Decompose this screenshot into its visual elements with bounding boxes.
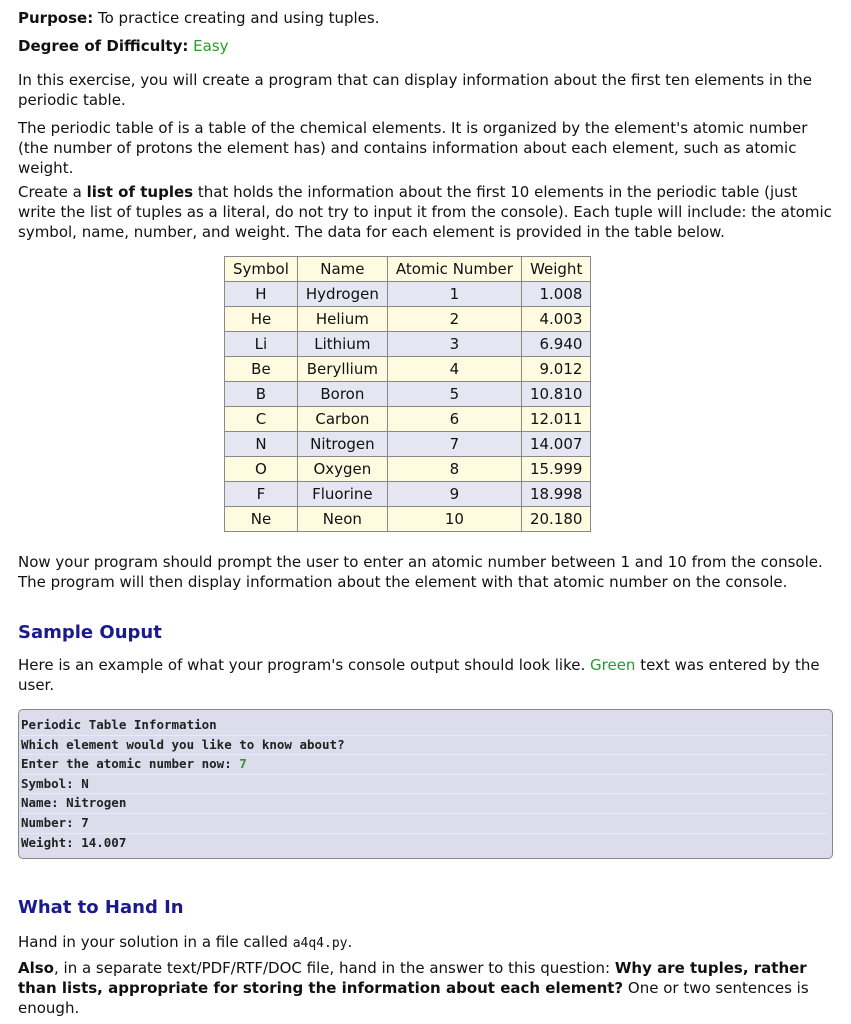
table-cell: 14.007 — [521, 432, 591, 457]
table-row — [225, 357, 591, 382]
table-row — [225, 432, 591, 457]
table-cell: 1.008 — [521, 282, 591, 307]
user-input: 7 — [239, 756, 247, 772]
table-cell: Li — [225, 332, 298, 357]
sample-output-heading: Sample Ouput — [18, 622, 162, 643]
column-header: Name — [297, 257, 387, 282]
table-cell: He — [225, 307, 298, 332]
prompt-instructions: Now your program should prompt the user to enter an atomic number between 1 and 10 from the console. The program will then display information about the element with that atomic number on the console. — [18, 553, 823, 591]
table-cell: C — [225, 407, 298, 432]
purpose: Purpose: To practice creating and using tuples. — [18, 9, 380, 27]
table-cell: 12.011 — [521, 407, 591, 432]
intro: In this exercise, you will create a program that can display information about the first ten elements in the periodic table. — [18, 71, 812, 109]
table-cell: 18.998 — [521, 482, 591, 507]
description: The periodic table of is a table of the chemical elements. It is organized by the element's atomic number (the number of protons the element has) and contains information about each element, such as atomic weight. — [18, 119, 808, 177]
hand-in-heading: What to Hand In — [18, 897, 184, 919]
table-cell: Ne — [225, 507, 298, 532]
table-row — [225, 282, 591, 307]
table-row — [225, 382, 591, 407]
table-cell: 10.810 — [521, 382, 591, 407]
table-row — [225, 482, 591, 507]
table-cell: N — [225, 432, 298, 457]
table-cell: 20.180 — [521, 507, 591, 532]
sample-description: Here is an example of what your program's console output should look like. Green text was entered by the user. — [18, 656, 820, 694]
table-cell: 7 — [387, 432, 521, 457]
table-row — [225, 407, 591, 432]
table-cell: Neon — [297, 507, 387, 532]
table-cell: 6 — [387, 407, 521, 432]
table-cell: 2 — [387, 307, 521, 332]
difficulty: Degree of Difficulty: Easy — [18, 37, 229, 55]
table-row — [225, 332, 591, 357]
table-cell: 4 — [387, 357, 521, 382]
table-cell: 4.003 — [521, 307, 591, 332]
table-row — [225, 307, 591, 332]
table-cell: Boron — [297, 382, 387, 407]
table-row — [225, 457, 591, 482]
table-cell: H — [225, 282, 298, 307]
table-cell: 9.012 — [521, 357, 591, 382]
table-cell: O — [225, 457, 298, 482]
table-cell: B — [225, 382, 298, 407]
table-cell: 3 — [387, 332, 521, 357]
table-cell: Nitrogen — [297, 432, 387, 457]
column-header: Atomic Number — [387, 257, 521, 282]
table-cell: Hydrogen — [297, 282, 387, 307]
also-text: Also, in a separate text/PDF/RTF/DOC file, hand in the answer to this question: Why are tuples, rather than lists, appropriate for storing the information about each element? One or two sentences is enough. — [18, 959, 809, 1018]
hand-in-text: Hand in your solution in a file called a4q4.py. — [18, 933, 353, 952]
table-row — [225, 507, 591, 532]
table-cell: F — [225, 482, 298, 507]
console-output: Periodic Table Information Which element would you like to know about? Enter the atomic number now: 7 Symbol: N Name: Nitrogen Number: 7 Weight: 14.007 — [18, 709, 833, 859]
column-header: Weight — [521, 257, 591, 282]
table-cell: 5 — [387, 382, 521, 407]
column-header: Symbol — [225, 257, 298, 282]
table-cell: Oxygen — [297, 457, 387, 482]
table-cell: Be — [225, 357, 298, 382]
table-cell: Beryllium — [297, 357, 387, 382]
table-cell: Helium — [297, 307, 387, 332]
table-cell: 10 — [387, 507, 521, 532]
table-cell: 8 — [387, 457, 521, 482]
table-cell: 6.940 — [521, 332, 591, 357]
table-cell: 9 — [387, 482, 521, 507]
table-cell: Lithium — [297, 332, 387, 357]
instructions: Create a list of tuples that holds the information about the first 10 elements in the periodic table (just write the list of tuples as a literal, do not try to input it from the console). Each tuple will include: the atomic symbol, name, number, and weight. The data for each element is provided in the table below. — [18, 183, 832, 241]
table-cell: Fluorine — [297, 482, 387, 507]
table-header — [225, 257, 591, 282]
table-cell: 1 — [387, 282, 521, 307]
table-cell: Carbon — [297, 407, 387, 432]
elements-table — [224, 256, 591, 532]
table-cell: 15.999 — [521, 457, 591, 482]
